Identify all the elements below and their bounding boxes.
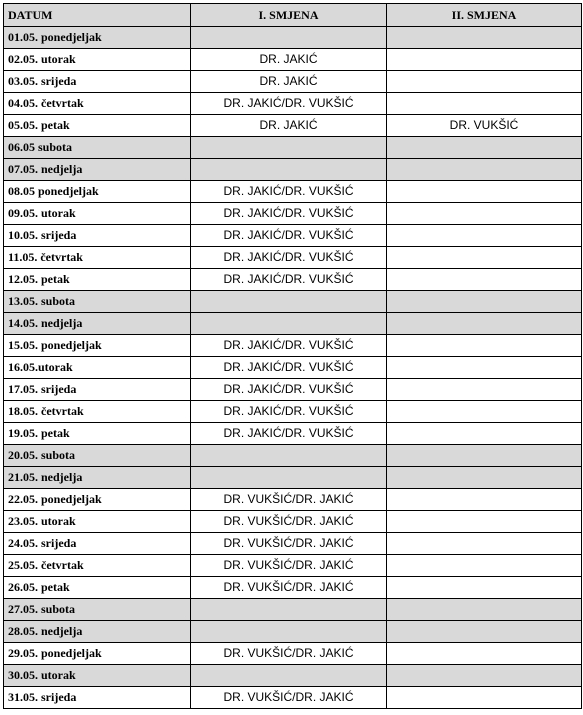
shift-1-cell: DR. VUKŠIĆ/DR. JAKIĆ [191,511,387,533]
shift-schedule-table [3,3,582,709]
table-row [4,555,582,577]
shift-1-cell [191,445,387,467]
table-row [4,357,582,379]
shift-1-cell [191,621,387,643]
table-row [4,159,582,181]
date-cell: 02.05. utorak [4,49,191,71]
date-cell: 20.05. subota [4,445,191,467]
shift-2-cell [387,687,582,709]
shift-1-cell: DR. VUKŠIĆ/DR. JAKIĆ [191,533,387,555]
shift-2-cell: DR. VUKŠIĆ [387,115,582,137]
shift-2-cell [387,247,582,269]
shift-2-cell [387,401,582,423]
shift-2-cell [387,555,582,577]
shift-2-cell [387,335,582,357]
shift-1-cell: DR. VUKŠIĆ/DR. JAKIĆ [191,555,387,577]
table-row [4,137,582,159]
shift-1-cell: DR. VUKŠIĆ/DR. JAKIĆ [191,643,387,665]
date-cell: 07.05. nedjelja [4,159,191,181]
shift-1-cell [191,467,387,489]
date-cell: 29.05. ponedjeljak [4,643,191,665]
table-row [4,687,582,709]
table-row [4,643,582,665]
table-row [4,467,582,489]
shift-2-cell [387,577,582,599]
shift-2-cell [387,445,582,467]
shift-1-cell [191,159,387,181]
shift-2-cell [387,225,582,247]
shift-1-cell: DR. JAKIĆ [191,49,387,71]
shift-1-cell: DR. JAKIĆ [191,71,387,93]
shift-1-cell: DR. VUKŠIĆ/DR. JAKIĆ [191,577,387,599]
table-row [4,621,582,643]
date-cell: 25.05. četvrtak [4,555,191,577]
date-cell: 28.05. nedjelja [4,621,191,643]
shift-1-cell [191,137,387,159]
table-row [4,511,582,533]
date-cell: 10.05. srijeda [4,225,191,247]
date-cell: 31.05. srijeda [4,687,191,709]
table-row [4,291,582,313]
table-body [4,27,582,709]
table-row [4,335,582,357]
shift-2-cell [387,93,582,115]
shift-1-cell [191,313,387,335]
table-row [4,181,582,203]
date-cell: 18.05. četvrtak [4,401,191,423]
date-cell: 04.05. četvrtak [4,93,191,115]
shift-2-cell [387,423,582,445]
table-row [4,577,582,599]
shift-1-cell: DR. JAKIĆ/DR. VUKŠIĆ [191,93,387,115]
table-row [4,401,582,423]
table-row [4,665,582,687]
shift-1-cell: DR. JAKIĆ [191,115,387,137]
date-cell: 15.05. ponedjeljak [4,335,191,357]
table-row [4,115,582,137]
table-row [4,423,582,445]
shift-2-cell [387,291,582,313]
date-cell: 17.05. srijeda [4,379,191,401]
table-row [4,225,582,247]
shift-2-cell [387,71,582,93]
date-cell: 14.05. nedjelja [4,313,191,335]
table-row [4,489,582,511]
table-row [4,313,582,335]
table-row [4,71,582,93]
table-row [4,247,582,269]
date-cell: 26.05. petak [4,577,191,599]
shift-2-cell [387,621,582,643]
shift-2-cell [387,489,582,511]
date-cell: 11.05. četvrtak [4,247,191,269]
date-cell: 13.05. subota [4,291,191,313]
shift-1-cell: DR. JAKIĆ/DR. VUKŠIĆ [191,269,387,291]
shift-1-cell: DR. JAKIĆ/DR. VUKŠIĆ [191,357,387,379]
shift-1-cell [191,665,387,687]
shift-1-cell: DR. JAKIĆ/DR. VUKŠIĆ [191,181,387,203]
shift-2-cell [387,467,582,489]
shift-2-cell [387,27,582,49]
shift-2-cell [387,643,582,665]
shift-2-cell [387,203,582,225]
date-cell: 12.05. petak [4,269,191,291]
table-row [4,269,582,291]
shift-1-cell: DR. JAKIĆ/DR. VUKŠIĆ [191,335,387,357]
date-cell: 03.05. srijeda [4,71,191,93]
table-row [4,599,582,621]
shift-1-cell: DR. JAKIĆ/DR. VUKŠIĆ [191,379,387,401]
table-row [4,203,582,225]
shift-2-cell [387,313,582,335]
shift-2-cell [387,49,582,71]
table-row [4,445,582,467]
shift-2-cell [387,533,582,555]
date-cell: 09.05. utorak [4,203,191,225]
shift-1-cell [191,599,387,621]
shift-2-cell [387,665,582,687]
shift-1-cell: DR. JAKIĆ/DR. VUKŠIĆ [191,401,387,423]
header-date: DATUM [4,4,191,27]
shift-1-cell: DR. JAKIĆ/DR. VUKŠIĆ [191,423,387,445]
shift-1-cell: DR. JAKIĆ/DR. VUKŠIĆ [191,225,387,247]
table-header [4,4,582,27]
date-cell: 19.05. petak [4,423,191,445]
shift-1-cell: DR. JAKIĆ/DR. VUKŠIĆ [191,203,387,225]
date-cell: 16.05.utorak [4,357,191,379]
shift-2-cell [387,599,582,621]
table-row [4,49,582,71]
shift-2-cell [387,379,582,401]
shift-2-cell [387,357,582,379]
date-cell: 30.05. utorak [4,665,191,687]
date-cell: 22.05. ponedjeljak [4,489,191,511]
shift-1-cell [191,27,387,49]
table-row [4,533,582,555]
date-cell: 08.05 ponedjeljak [4,181,191,203]
header-row [4,4,582,27]
shift-2-cell [387,159,582,181]
date-cell: 27.05. subota [4,599,191,621]
header-shift-1: I. SMJENA [191,4,387,27]
shift-1-cell: DR. JAKIĆ/DR. VUKŠIĆ [191,247,387,269]
shift-2-cell [387,137,582,159]
table-row [4,93,582,115]
shift-1-cell [191,291,387,313]
shift-1-cell: DR. VUKŠIĆ/DR. JAKIĆ [191,687,387,709]
shift-2-cell [387,181,582,203]
shift-2-cell [387,511,582,533]
date-cell: 05.05. petak [4,115,191,137]
table-row [4,27,582,49]
date-cell: 21.05. nedjelja [4,467,191,489]
date-cell: 01.05. ponedjeljak [4,27,191,49]
date-cell: 06.05 subota [4,137,191,159]
table-row [4,379,582,401]
shift-1-cell: DR. VUKŠIĆ/DR. JAKIĆ [191,489,387,511]
shift-2-cell [387,269,582,291]
date-cell: 23.05. utorak [4,511,191,533]
header-shift-2: II. SMJENA [387,4,582,27]
date-cell: 24.05. srijeda [4,533,191,555]
